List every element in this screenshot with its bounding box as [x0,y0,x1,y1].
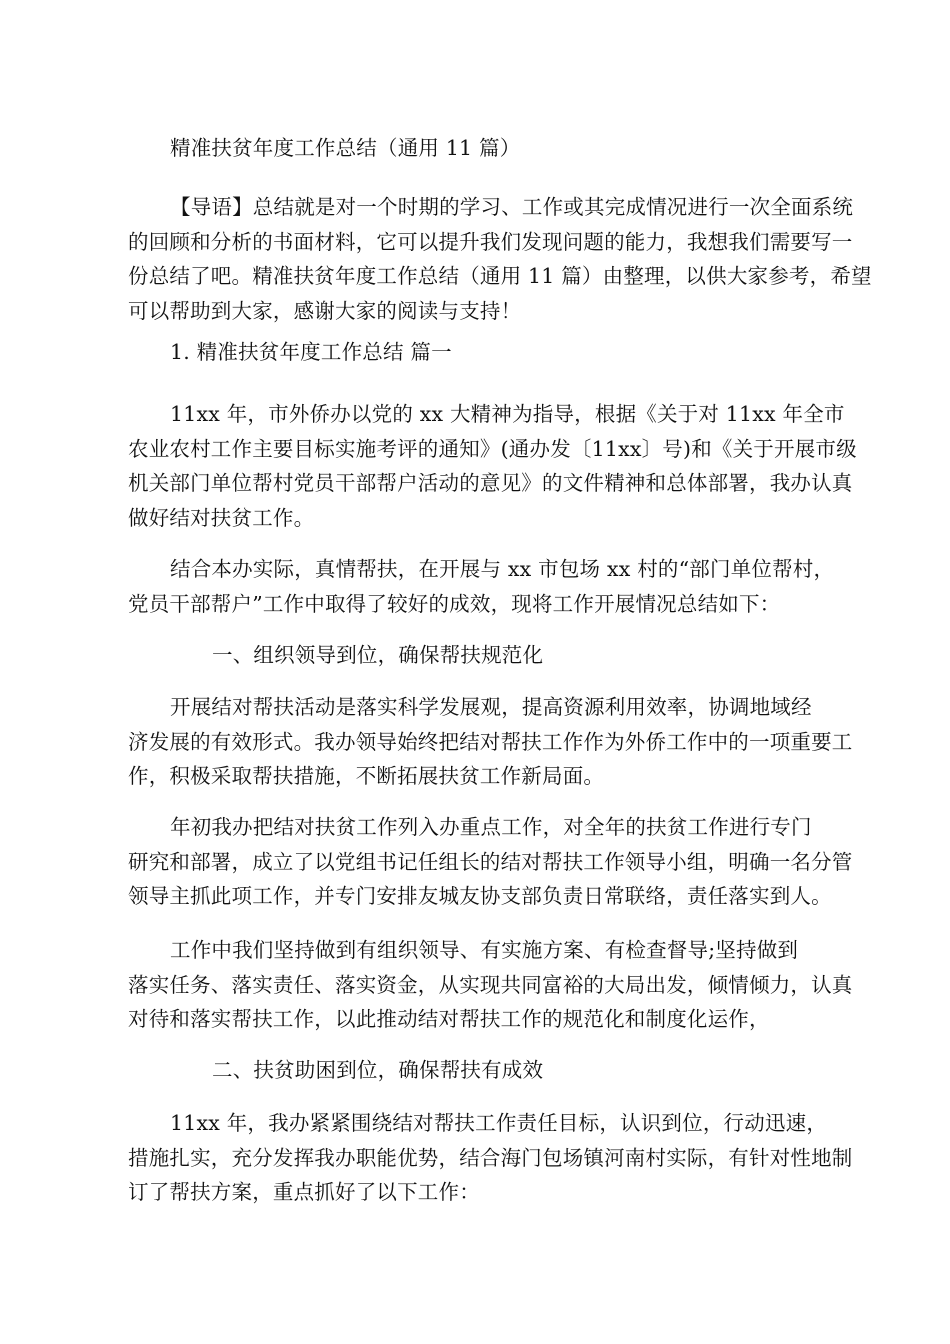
text-line: 对待和落实帮扶工作，以此推动结对帮扶工作的规范化和制度化运作， [128,1007,770,1032]
text-line: 工作中我们坚持做到有组织领导、有实施方案、有检查督导;坚持做到 [170,938,799,962]
paragraph-2 [128,552,835,621]
text-line: 研究和部署，成立了以党组书记任组长的结对帮扶工作领导小组，明确一名分管 [128,849,853,874]
text-line: 订了帮扶方案，重点抓好了以下工作： [128,1180,480,1205]
text-line: 作，积极采取帮扶措施，不断拓展扶贫工作新局面。 [128,764,605,789]
text-line: 落实任务、落实责任、落实资金，从实现共同富裕的大局出发，倾情倾力，认真 [128,972,853,997]
paragraph-5 [128,933,853,1037]
text-line: 的回顾和分析的书面材料，它可以提升我们发现问题的能力，我想我们需要写一 [128,229,853,254]
document-title: 精准扶贫年度工作总结（通用 11 篇） [170,136,521,160]
text-line: 年初我办把结对扶贫工作列入办重点工作，对全年的扶贫工作进行专门 [170,815,812,839]
text-line: 【导语】总结就是对一个时期的学习、工作或其完成情况进行一次全面系统 [170,195,854,219]
text-line: 农业农村工作主要目标实施考评的通知》(通办发〔11xx〕号)和《关于开展市级 [128,436,857,461]
text-line: 11xx 年，市外侨办以党的 xx 大精神为指导，根据《关于对 11xx 年全市 [170,402,845,426]
text-line: 做好结对扶贫工作。 [128,506,315,531]
text-line: 结合本办实际，真情帮扶，在开展与 xx 市包场 xx 村的“部门单位帮村， [170,557,835,581]
paragraph-1 [128,397,857,536]
text-line: 机关部门单位帮村党员干部帮户活动的意见》的文件精神和总体部署，我办认真 [128,471,853,496]
text-line: 措施扎实，充分发挥我办职能优势，结合海门包场镇河南村实际，有针对性地制 [128,1145,853,1170]
text-line: 份总结了吧。精准扶贫年度工作总结（通用 11 篇）由整理，以供大家参考，希望 [128,264,872,289]
text-line: 党员干部帮户”工作中取得了较好的成效，现将工作开展情况总结如下： [128,591,781,616]
paragraph-4 [128,810,853,914]
section-title: 1. 精准扶贫年度工作总结 篇一 [170,340,452,364]
text-line: 11xx 年，我办紧紧围绕结对帮扶工作责任目标，认识到位，行动迅速， [170,1111,828,1135]
text-line: 开展结对帮扶活动是落实科学发展观，提高资源利用效率，协调地域经 [170,695,812,719]
intro-paragraph [128,190,872,329]
heading-organization: 一、组织领导到位，确保帮扶规范化 [212,643,544,667]
heading-poverty-relief: 二、扶贫助困到位，确保帮扶有成效 [212,1058,544,1082]
text-line: 可以帮助到大家，感谢大家的阅读与支持！ [128,299,522,324]
paragraph-6 [128,1106,853,1210]
paragraph-3 [128,690,853,794]
text-line: 济发展的有效形式。我办领导始终把结对帮扶工作作为外侨工作中的一项重要工 [128,729,853,754]
text-line: 领导主抓此项工作，并专门安排友城友协支部负责日常联络，责任落实到人。 [128,884,832,909]
